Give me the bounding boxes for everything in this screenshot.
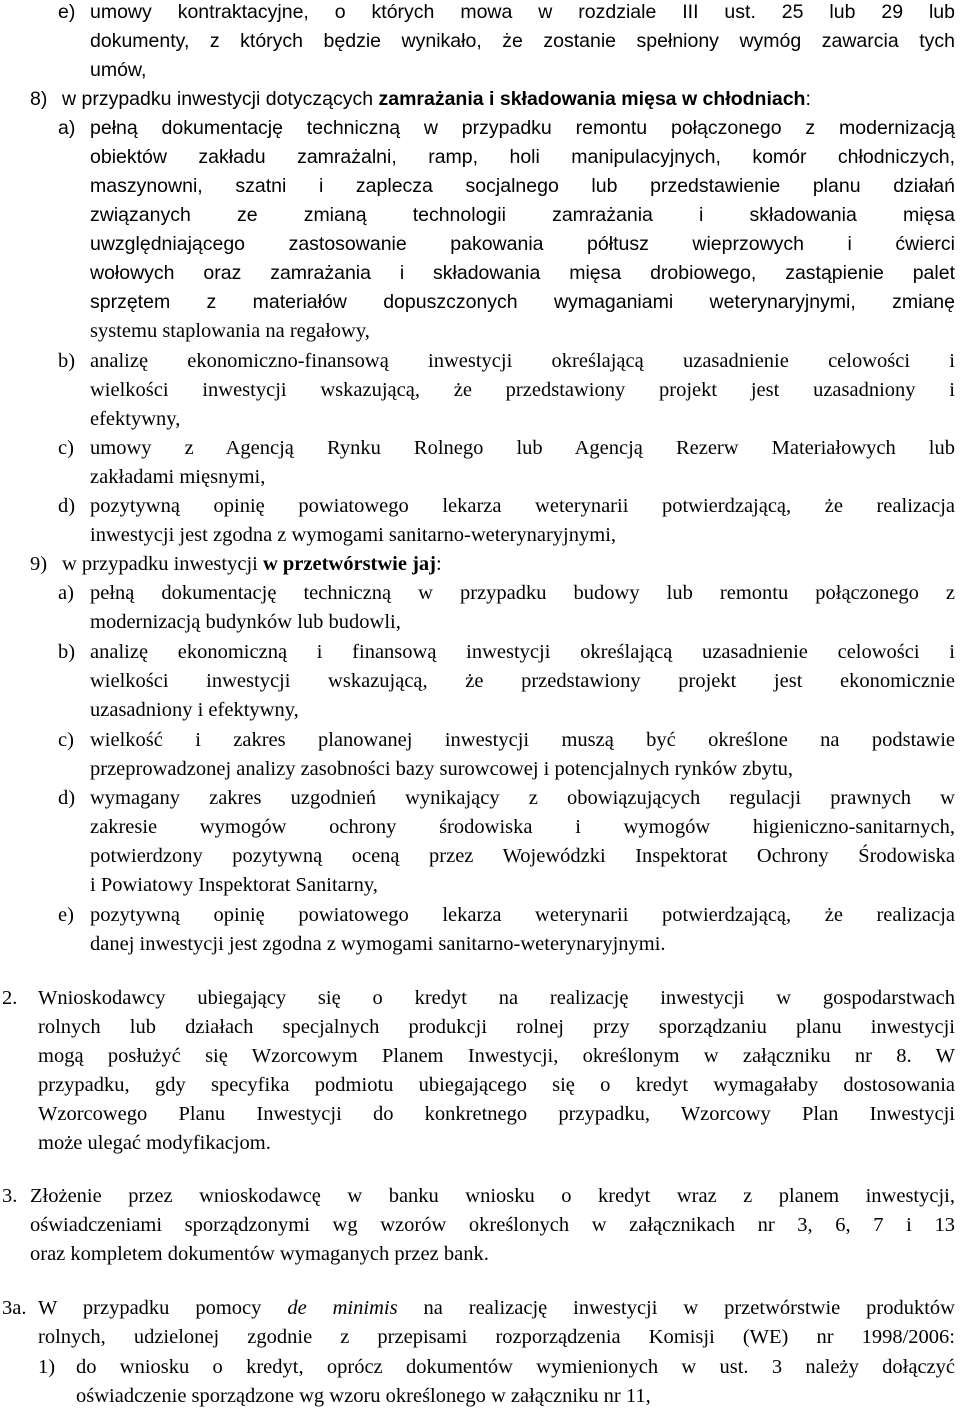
item-9d-line: wymagany zakres uzgodnień wynikający z obowiązujących regulacji prawnych w bbox=[90, 787, 955, 809]
item-9-intro-text: w przypadku inwestycji bbox=[62, 553, 263, 575]
item-9d-line: i Powiatowy Inspektorat Sanitarny, bbox=[90, 874, 378, 896]
item-8c-line: zakładami mięsnymi, bbox=[90, 466, 266, 488]
item-8-intro bbox=[62, 85, 811, 114]
item-9a-line: modernizacją budynków lub budowli, bbox=[90, 611, 401, 633]
section-2-line: może ulegać modyfikacjom. bbox=[38, 1132, 271, 1154]
item-8a-line: wołowych oraz zamrażania i składowania mięsa drobiowego, zastąpienie palet bbox=[90, 262, 955, 284]
item-8a-line: sprzętem z materiałów dopuszczonych wymaganiami weterynaryjnymi, zmianę bbox=[90, 291, 955, 313]
section-2-line: Wzorcowego Planu Inwestycji do konkretnego przypadku, Wzorcowy Plan Inwestycji bbox=[38, 1103, 955, 1125]
item-8-intro-bold: zamrażania i składowania mięsa w chłodniach bbox=[378, 88, 806, 110]
section-3a-line bbox=[38, 1294, 955, 1323]
item-9a-line: pełną dokumentację techniczną w przypadku budowy lub remontu połączonego z bbox=[90, 582, 955, 604]
item-8d-line: inwestycji jest zgodna z wymogami sanitarno-weterynaryjnymi, bbox=[90, 524, 617, 546]
section-2-line: rolnych lub działach specjalnych produkcji rolnej przy sporządzaniu planu inwestycji bbox=[38, 1016, 955, 1038]
section-3a-line: rolnych, udzielonej zgodnie z przepisami rozporządzenia Komisji (WE) nr 1998/2006: bbox=[38, 1326, 955, 1348]
section-2-line: mogą posłużyć się Wzorcowym Planem Inwestycji, określonym w załączniku nr 8. W bbox=[38, 1045, 955, 1067]
item-8a-line: pełną dokumentację techniczną w przypadku remontu połączonego z modernizacją bbox=[90, 117, 955, 139]
item-e-line: dokumenty, z których będzie wynikało, że zostanie spełniony wymóg zawarcia tych bbox=[90, 30, 955, 52]
item-9d-label: d) bbox=[58, 787, 76, 809]
item-9c-line: przeprowadzonej analizy zasobności bazy surowcowej i potencjalnych rynków zbytu, bbox=[90, 758, 794, 780]
item-8-intro-text: w przypadku inwestycji dotyczących bbox=[62, 88, 379, 110]
item-8c-line: umowy z Agencją Rynku Rolnego lub Agencją Rezerw Materiałowych lub bbox=[90, 437, 955, 459]
item-8d-label: d) bbox=[58, 495, 76, 517]
section-3a-point-1-line: oświadczenie sporządzone wg wzoru określonego w załączniku nr 11, bbox=[76, 1385, 651, 1407]
section-3a-point-1-label: 1) bbox=[38, 1356, 56, 1378]
item-9d-line: potwierdzony pozytywną oceną przez Wojewódzki Inspektorat Ochrony Środowiska bbox=[90, 845, 955, 867]
item-8a-line: systemu staplowania na regałowy, bbox=[90, 320, 370, 342]
section-3-line: oświadczeniami sporządzonymi wg wzorów określonych w załącznikach nr 3, 6, 7 i 13 bbox=[30, 1214, 955, 1236]
item-9c-line: wielkość i zakres planowanej inwestycji muszą być określone na podstawie bbox=[90, 729, 955, 751]
section-3a-italic: de minimis bbox=[287, 1297, 398, 1319]
item-8b-line: efektywny, bbox=[90, 408, 181, 430]
item-9e-label: e) bbox=[58, 904, 74, 926]
section-2-line: Wnioskodawcy ubiegający się o kredyt na realizację inwestycji w gospodarstwach bbox=[38, 987, 955, 1009]
item-8a-line: związanych ze zmianą technologii zamrażania i składowania mięsa bbox=[90, 204, 955, 226]
item-8b-line: analizę ekonomiczno-finansową inwestycji określającą uzasadnienie celowości i bbox=[90, 350, 955, 372]
item-8a-label: a) bbox=[58, 117, 76, 139]
item-9e-line: pozytywną opinię powiatowego lekarza weterynarii potwierdzającą, że realizacja bbox=[90, 904, 955, 926]
item-9-intro bbox=[62, 550, 442, 579]
section-2-number: 2. bbox=[2, 987, 18, 1009]
item-8b-line: wielkości inwestycji wskazującą, że przedstawiony projekt jest uzasadniony i bbox=[90, 379, 955, 401]
section-3a-text: na realizację inwestycji w przetwórstwie produktów bbox=[397, 1297, 955, 1319]
item-8d-line: pozytywną opinię powiatowego lekarza weterynarii potwierdzającą, że realizacja bbox=[90, 495, 955, 517]
item-9b-line: analizę ekonomiczną i finansową inwestycji określającą uzasadnienie celowości i bbox=[90, 641, 955, 663]
item-8a-line: uwzględniającego zastosowanie pakowania półtusz wieprzowych i ćwierci bbox=[90, 233, 955, 255]
item-e-label: e) bbox=[58, 1, 76, 23]
item-9d-line: zakresie wymogów ochrony środowiska i wymogów higieniczno-sanitarnych, bbox=[90, 816, 955, 838]
item-9b-label: b) bbox=[58, 641, 76, 663]
item-8c-label: c) bbox=[58, 437, 74, 459]
item-e-line: umowy kontraktacyjne, o których mowa w rozdziale III ust. 25 lub 29 lub bbox=[90, 1, 955, 23]
item-e-line: umów, bbox=[90, 59, 147, 81]
item-9e-line: danej inwestycji jest zgodna z wymogami sanitarno-weterynaryjnymi. bbox=[90, 933, 666, 955]
item-9b-line: uzasadniony i efektywny, bbox=[90, 699, 299, 721]
item-8b-label: b) bbox=[58, 350, 76, 372]
section-3-line: Złożenie przez wnioskodawcę w banku wniosku o kredyt wraz z planem inwestycji, bbox=[30, 1185, 955, 1207]
item-9-intro-bold: w przetwórstwie jaj bbox=[262, 553, 437, 575]
item-8-intro-colon: : bbox=[805, 88, 811, 110]
section-3-number: 3. bbox=[2, 1185, 18, 1207]
section-3a-number: 3a. bbox=[2, 1297, 27, 1319]
section-3-line: oraz kompletem dokumentów wymaganych przez bank. bbox=[30, 1243, 489, 1265]
item-9-label: 9) bbox=[30, 553, 48, 575]
section-2-line: przypadku, gdy specyfika podmiotu ubiegającego się o kredyt wymagałaby dostosowania bbox=[38, 1074, 955, 1096]
item-9a-label: a) bbox=[58, 582, 74, 604]
section-3a-text: W przypadku pomocy bbox=[38, 1297, 288, 1319]
section-3a-point-1-line: do wniosku o kredyt, oprócz dokumentów wymienionych w ust. 3 należy dołączyć bbox=[76, 1356, 955, 1378]
item-9-intro-colon: : bbox=[436, 553, 442, 575]
item-8a-line: obiektów zakładu zamrażalni, ramp, holi manipulacyjnych, komór chłodniczych, bbox=[90, 146, 955, 168]
item-8-label: 8) bbox=[30, 88, 48, 110]
item-9b-line: wielkości inwestycji wskazującą, że przedstawiony projekt jest ekonomicznie bbox=[90, 670, 955, 692]
item-8a-line: maszynowni, szatni i zaplecza socjalnego lub przedstawienie planu działań bbox=[90, 175, 955, 197]
item-9c-label: c) bbox=[58, 729, 74, 751]
